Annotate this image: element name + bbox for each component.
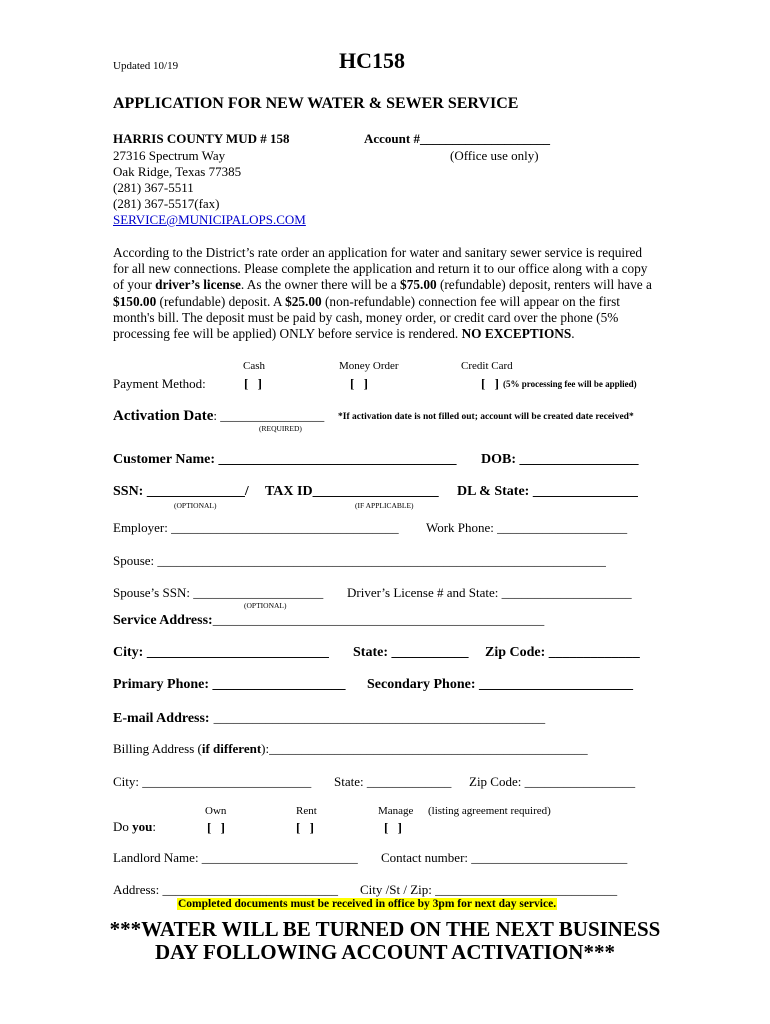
service-address-field[interactable] [113, 611, 544, 629]
intro-text: . [571, 326, 575, 342]
primary-phone-field[interactable]: Primary Phone: ___________________ [113, 677, 346, 692]
rent-label: Rent [296, 805, 317, 817]
form-title: APPLICATION FOR NEW WATER & SEWER SERVICE [113, 95, 519, 112]
employer-field[interactable]: Employer: ___________________________________ [113, 520, 399, 535]
email-line: ___________________________________________________ [213, 710, 546, 725]
spouse-ssn-optional-note: (OPTIONAL) [244, 601, 287, 610]
district-phone: (281) 367-5511 [113, 180, 194, 195]
billing-address-field[interactable] [113, 741, 588, 757]
tax-id-applicable-note: (IF APPLICABLE) [355, 501, 414, 510]
intro-renter-deposit: $150.00 [113, 293, 157, 309]
listing-agreement-note: (listing agreement required) [428, 805, 551, 817]
ssn-optional-note: (OPTIONAL) [174, 501, 217, 510]
manage-label: Manage [378, 805, 414, 817]
intro-connection-fee: $25.00 [285, 293, 322, 309]
landlord-city-st-zip-field[interactable]: City /St / Zip: ____________________________ [360, 882, 618, 897]
payment-money-order-checkbox[interactable]: [ ] [350, 376, 371, 391]
manage-checkbox[interactable]: [ ] [384, 820, 405, 835]
landlord-address-field[interactable]: Address: ___________________________ [113, 882, 338, 897]
banner-line-2: DAY FOLLOWING ACCOUNT ACTIVATION*** [155, 940, 615, 964]
district-address2: Oak Ridge, Texas 77385 [113, 164, 242, 179]
billing-address-label: Billing Address ( [113, 741, 202, 756]
activation-date-label: Activation Date [113, 408, 214, 424]
own-label: Own [205, 805, 227, 817]
you-label: you [132, 819, 153, 834]
payment-cash-checkbox[interactable]: [ ] [244, 376, 265, 391]
payment-cash-label: Cash [243, 360, 265, 372]
activation-date-note: *If activation date is not filled out; account will be created date received* [338, 412, 634, 422]
email-field[interactable] [113, 709, 545, 727]
payment-money-order-label: Money Order [339, 360, 399, 372]
spouse-ssn-field[interactable]: Spouse’s SSN: ____________________ [113, 585, 324, 600]
activation-date-line: : ________________ [213, 408, 325, 423]
intro-text: (non-refundable) connection fee will appear on the first month's bill. The deposit must be paid by cash, money order, or credit card over the phone (5% processing fee will be applied) ONLY before service is rendered. [113, 293, 620, 342]
account-number-field[interactable]: Account #____________________ [364, 131, 550, 146]
credit-card-fee-note: (5% processing fee will be applied) [503, 379, 637, 389]
spouse-drivers-license-field[interactable]: Driver’s License # and State: ____________________ [347, 585, 632, 600]
secondary-phone-field[interactable]: Secondary Phone: ______________________ [367, 677, 633, 692]
updated-date: Updated 10/19 [113, 60, 179, 72]
city-field[interactable]: City: __________________________ [113, 645, 329, 660]
intro-text: (refundable) deposit, renters will have a [436, 277, 652, 293]
tax-id-field[interactable]: TAX ID__________________ [265, 484, 439, 499]
intro-text: According to the District’s rate order an application for water and sanitary sewer service is required for all new connections. Please complete the application and return it to our office along with a copy of your [113, 245, 648, 293]
intro-owner-deposit: $75.00 [400, 277, 437, 293]
payment-credit-card-label: Credit Card [461, 360, 513, 372]
do-you-label [113, 819, 156, 835]
billing-state-field[interactable]: State: _____________ [334, 774, 452, 789]
state-field[interactable]: State: ___________ [353, 645, 469, 660]
activation-date-field[interactable] [113, 407, 324, 425]
landlord-name-field[interactable]: Landlord Name: ________________________ [113, 850, 358, 865]
rent-checkbox[interactable]: [ ] [296, 820, 317, 835]
billing-if-different: if different [201, 741, 262, 756]
banner-line-1: ***WATER WILL BE TURNED ON THE NEXT BUSINESS [109, 917, 661, 941]
email-label: E-mail Address: [113, 711, 210, 726]
landlord-contact-field[interactable]: Contact number: ________________________ [381, 850, 628, 865]
intro-no-exceptions: NO EXCEPTIONS [461, 326, 572, 342]
intro-text: (refundable) deposit. A [156, 293, 286, 309]
dl-state-field[interactable]: DL & State: _______________ [457, 484, 638, 499]
billing-zip-field[interactable]: Zip Code: _________________ [469, 774, 636, 789]
ssn-field[interactable]: SSN: ______________/ [113, 484, 249, 499]
intro-paragraph [113, 245, 658, 342]
do-label: Do [113, 819, 133, 834]
do-colon: : [152, 819, 156, 834]
intro-drivers-license: driver’s license [155, 277, 241, 293]
payment-method-label: Payment Method: [113, 376, 206, 391]
district-name: HARRIS COUNTY MUD # 158 [113, 131, 290, 146]
dob-field[interactable]: DOB: _________________ [481, 452, 639, 467]
intro-text: . As the owner there will be a [240, 277, 401, 293]
district-fax: (281) 367-5517(fax) [113, 196, 220, 211]
spouse-field[interactable]: Spouse: _____________________________________________________________________ [113, 553, 606, 568]
district-email-link[interactable]: SERVICE@MUNICIPALOPS.COM [113, 212, 306, 227]
deadline-notice: Completed documents must be received in office by 3pm for next day service. [178, 898, 557, 910]
district-address1: 27316 Spectrum Way [113, 148, 226, 163]
billing-address-line: ):_________________________________________________ [261, 741, 588, 756]
activation-required-note: (REQUIRED) [259, 424, 302, 433]
service-address-label: Service Address: [113, 613, 213, 628]
service-address-line: ___________________________________________________ [212, 612, 545, 627]
zip-code-field[interactable]: Zip Code: _____________ [485, 645, 640, 660]
payment-credit-card-checkbox[interactable]: [ ] [481, 376, 502, 391]
account-office-note: (Office use only) [450, 148, 539, 163]
customer-name-field[interactable]: Customer Name: __________________________________ [113, 452, 457, 467]
work-phone-field[interactable]: Work Phone: ____________________ [426, 520, 628, 535]
billing-city-field[interactable]: City: __________________________ [113, 774, 312, 789]
own-checkbox[interactable]: [ ] [207, 820, 228, 835]
form-code: HC158 [339, 48, 405, 73]
